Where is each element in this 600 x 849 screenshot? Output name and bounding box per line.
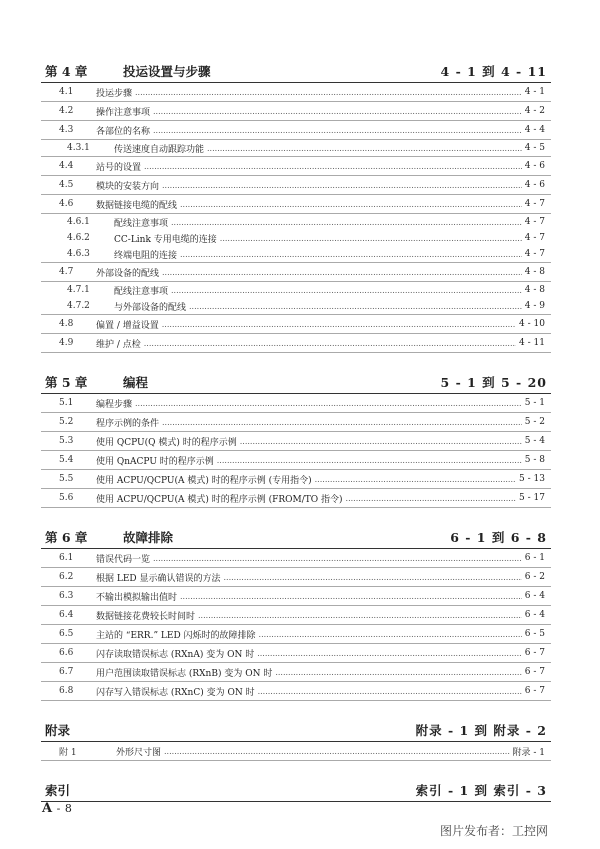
entry-page: 4 - 5: [524, 143, 545, 153]
entry-page: 5 - 2: [524, 417, 545, 427]
toc-entry[interactable]: [41, 315, 551, 334]
entry-number: 4.7.2: [67, 301, 90, 311]
toc-entry[interactable]: [41, 83, 551, 102]
toc-entry[interactable]: [41, 549, 551, 568]
entry-title: 配线注意事项: [114, 286, 169, 297]
entry-title: 操作注意事项: [96, 107, 151, 118]
toc-entry[interactable]: [41, 298, 551, 315]
entry-title: 使用 ACPU/QCPU(A 模式) 时的程序示例 (FROM/TO 指令): [96, 494, 343, 505]
toc-entry[interactable]: [41, 157, 551, 176]
dot-leader: [257, 649, 522, 658]
toc-entry[interactable]: [41, 451, 551, 470]
toc-entry[interactable]: [41, 263, 551, 282]
dot-leader: [180, 592, 522, 601]
entry-number: 6.3: [59, 591, 74, 601]
entry-page: 6 - 4: [524, 591, 545, 601]
entry-page: 4 - 7: [524, 199, 545, 209]
toc-entry[interactable]: [41, 230, 551, 246]
entry-title: 维护 / 点检: [96, 339, 141, 350]
dot-leader: [171, 286, 522, 295]
entry-number: 5.3: [59, 436, 74, 446]
entry-title: 编程步骤: [96, 399, 133, 410]
entry-title: 主站的 “ERR.” LED 闪烁时的故障排除: [96, 630, 256, 641]
dot-leader: [135, 399, 522, 408]
entry-page: 6 - 5: [524, 629, 545, 639]
toc-entry[interactable]: [41, 470, 551, 489]
toc-entry[interactable]: [41, 432, 551, 451]
entry-page: 4 - 2: [524, 106, 545, 116]
dot-leader: [144, 162, 522, 171]
chapter-number: 索引: [45, 783, 71, 798]
entry-number: 6.5: [59, 629, 74, 639]
entry-page: 4 - 7: [524, 233, 545, 243]
toc-entry[interactable]: [41, 489, 551, 508]
entry-number: 5.4: [59, 455, 74, 465]
toc-entry[interactable]: [41, 121, 551, 140]
page-number: A - 8: [42, 801, 72, 816]
toc-entry[interactable]: [41, 176, 551, 195]
entry-page: 4 - 11: [519, 338, 545, 348]
dot-leader: [144, 339, 516, 348]
toc-chapter: [41, 779, 551, 802]
entry-page: 5 - 17: [519, 493, 545, 503]
entry-title: 使用 QCPU(Q 模式) 时的程序示例: [96, 437, 237, 448]
entry-title: 外部设备的配线: [96, 268, 160, 279]
dot-leader: [198, 611, 522, 620]
entry-title: 传送速度自动跟踪功能: [114, 144, 205, 155]
dot-leader: [180, 250, 522, 259]
toc-chapter: [41, 526, 551, 701]
entry-number: 6.7: [59, 667, 74, 677]
toc-entry[interactable]: [41, 742, 551, 761]
chapter-heading[interactable]: [41, 526, 551, 549]
entry-page: 4 - 1: [524, 87, 545, 97]
entry-number: 4.7.1: [67, 285, 90, 295]
dot-leader: [207, 144, 522, 153]
entry-title: 闪存读取错误标志 (RXnA) 变为 ON 时: [96, 649, 255, 660]
entry-title: 用户范围读取错误标志 (RXnB) 变为 ON 时: [96, 668, 273, 679]
dot-leader: [259, 630, 522, 639]
entry-page: 4 - 8: [524, 285, 545, 295]
chapter-title: 故障排除: [123, 530, 174, 545]
entry-page: 6 - 2: [524, 572, 545, 582]
entry-number: 6.1: [59, 553, 74, 563]
toc-entry[interactable]: [41, 625, 551, 644]
entry-page: 5 - 4: [524, 436, 545, 446]
toc-entry[interactable]: [41, 587, 551, 606]
entry-title: 使用 ACPU/QCPU(A 模式) 时的程序示例 (专用指令): [96, 475, 312, 486]
entry-number: 4.3.1: [67, 143, 90, 153]
entry-title: 不输出模拟输出值时: [96, 592, 178, 603]
entry-title: 数据链接电缆的配线: [96, 200, 178, 211]
toc-chapter: [41, 371, 551, 508]
chapter-number: 第 5 章: [45, 375, 88, 390]
entry-page: 4 - 6: [524, 180, 545, 190]
entry-number: 5.2: [59, 417, 74, 427]
dot-leader: [258, 687, 522, 696]
dot-leader: [189, 302, 522, 311]
chapter-heading[interactable]: [41, 371, 551, 394]
entry-number: 4.6: [59, 199, 74, 209]
dot-leader: [164, 747, 509, 756]
toc-entry[interactable]: [41, 334, 551, 353]
toc-entry[interactable]: [41, 682, 551, 701]
entry-page: 6 - 7: [524, 648, 545, 658]
toc-entry[interactable]: [41, 140, 551, 157]
toc-chapter: [41, 60, 551, 353]
entry-page: 6 - 7: [524, 686, 545, 696]
toc-entry[interactable]: [41, 246, 551, 263]
toc-entry[interactable]: [41, 413, 551, 432]
entry-number: 附 1: [59, 747, 77, 758]
entry-number: 4.7: [59, 267, 74, 277]
dot-leader: [162, 181, 522, 190]
entry-title: 根据 LED 显示确认错误的方法: [96, 573, 221, 584]
entry-number: 4.8: [59, 319, 74, 329]
entry-page: 4 - 9: [524, 301, 545, 311]
toc-entry[interactable]: [41, 195, 551, 214]
chapter-number: 第 4 章: [45, 64, 88, 79]
entry-page: 4 - 10: [519, 319, 545, 329]
entry-page: 6 - 7: [524, 667, 545, 677]
entry-page: 4 - 4: [524, 125, 545, 135]
entry-page: 附录 - 1: [512, 747, 545, 758]
entry-page: 5 - 1: [524, 398, 545, 408]
entry-number: 4.5: [59, 180, 74, 190]
entry-title: 使用 QnACPU 时的程序示例: [96, 456, 214, 467]
dot-leader: [153, 554, 522, 563]
entry-number: 5.1: [59, 398, 74, 408]
entry-title: 程序示例的条件: [96, 418, 160, 429]
toc-entry[interactable]: [41, 606, 551, 625]
chapter-title: 编程: [123, 375, 149, 390]
entry-page: 6 - 4: [524, 610, 545, 620]
chapter-number: 附录: [45, 723, 71, 738]
entry-number: 6.2: [59, 572, 74, 582]
chapter-page-range: 6 - 1 到 6 - 8: [450, 530, 547, 545]
dot-leader: [153, 107, 522, 116]
dot-leader: [220, 234, 522, 243]
entry-title: 错误代码一览: [96, 554, 151, 565]
entry-page: 4 - 8: [524, 267, 545, 277]
entry-number: 4.9: [59, 338, 74, 348]
dot-leader: [162, 320, 516, 329]
entry-title: 各部位的名称: [96, 126, 151, 137]
toc-entry[interactable]: [41, 282, 551, 298]
entry-page: 4 - 7: [524, 217, 545, 227]
entry-number: 5.6: [59, 493, 74, 503]
dot-leader: [217, 456, 522, 465]
toc-entry[interactable]: [41, 102, 551, 121]
entry-title: 数据链接花费较长时间时: [96, 611, 196, 622]
publisher-watermark: 图片发布者：工控网: [440, 824, 549, 838]
entry-page: 5 - 8: [524, 455, 545, 465]
chapter-page-range: 4 - 1 到 4 - 11: [440, 64, 547, 79]
dot-leader: [135, 88, 522, 97]
chapter-number: 第 6 章: [45, 530, 88, 545]
entry-page: 4 - 7: [524, 249, 545, 259]
dot-leader: [153, 126, 522, 135]
chapter-heading[interactable]: [41, 60, 551, 83]
entry-number: 6.4: [59, 610, 74, 620]
entry-number: 4.6.2: [67, 233, 90, 243]
dot-leader: [162, 268, 522, 277]
toc: [41, 60, 551, 820]
toc-entry[interactable]: [41, 394, 551, 413]
entry-number: 5.5: [59, 474, 74, 484]
dot-leader: [180, 200, 522, 209]
toc-chapter: [41, 719, 551, 761]
entry-number: 6.8: [59, 686, 74, 696]
toc-entry[interactable]: [41, 644, 551, 663]
entry-title: 与外部设备的配线: [114, 302, 187, 313]
entry-number: 4.6.3: [67, 249, 90, 259]
entry-title: 模块的安装方向: [96, 181, 160, 192]
dot-leader: [315, 475, 516, 484]
chapter-heading[interactable]: [41, 719, 551, 742]
dot-leader: [240, 437, 522, 446]
entry-title: 投运步骤: [96, 88, 133, 99]
entry-number: 4.1: [59, 87, 74, 97]
entry-title: 终端电阻的连接: [114, 250, 178, 261]
dot-leader: [224, 573, 522, 582]
chapter-page-range: 5 - 1 到 5 - 20: [440, 375, 547, 390]
dot-leader: [171, 218, 522, 227]
chapter-title: 投运设置与步骤: [123, 64, 211, 79]
entry-title: 配线注意事项: [114, 218, 169, 229]
dot-leader: [346, 494, 517, 503]
entry-title: 闪存写入错误标志 (RXnC) 变为 ON 时: [96, 687, 255, 698]
dot-leader: [162, 418, 522, 427]
chapter-page-range: 附录 - 1 到 附录 - 2: [415, 723, 547, 738]
toc-entry[interactable]: [41, 663, 551, 682]
entry-number: 4.3: [59, 125, 74, 135]
chapter-heading[interactable]: [41, 779, 551, 802]
chapter-page-range: 索引 - 1 到 索引 - 3: [415, 783, 547, 798]
entry-number: 4.2: [59, 106, 74, 116]
entry-page: 6 - 1: [524, 553, 545, 563]
toc-entry[interactable]: [41, 214, 551, 230]
entry-title: 外形尺寸图: [116, 747, 162, 758]
entry-title: 站号的设置: [96, 162, 142, 173]
entry-page: 5 - 13: [519, 474, 545, 484]
entry-number: 4.6.1: [67, 217, 90, 227]
entry-title: CC-Link 专用电缆的连接: [114, 234, 217, 245]
dot-leader: [275, 668, 521, 677]
entry-page: 4 - 6: [524, 161, 545, 171]
entry-title: 偏置 / 增益设置: [96, 320, 159, 331]
entry-number: 4.4: [59, 161, 74, 171]
toc-entry[interactable]: [41, 568, 551, 587]
entry-number: 6.6: [59, 648, 74, 658]
